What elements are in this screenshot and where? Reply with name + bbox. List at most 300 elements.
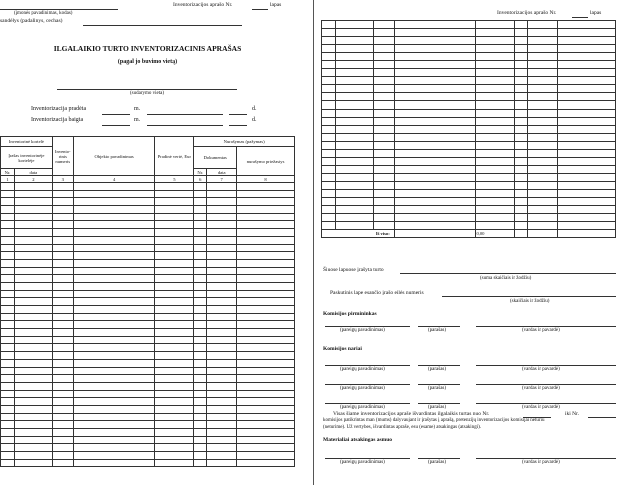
table-cell[interactable] <box>155 344 194 352</box>
table-cell[interactable] <box>237 352 295 360</box>
table-cell[interactable] <box>52 459 73 467</box>
table-cell[interactable] <box>194 244 207 252</box>
table-cell[interactable] <box>335 109 373 117</box>
table-cell[interactable] <box>194 444 207 452</box>
table-cell[interactable] <box>515 157 528 165</box>
table-cell[interactable] <box>207 429 237 437</box>
table-cell[interactable] <box>528 61 558 69</box>
table-cell[interactable] <box>1 290 15 298</box>
table-cell[interactable] <box>194 367 207 375</box>
table-cell[interactable] <box>1 244 15 252</box>
table-cell[interactable] <box>528 214 558 222</box>
table-cell[interactable] <box>194 259 207 267</box>
table-cell[interactable] <box>194 213 207 221</box>
table-cell[interactable] <box>528 101 558 109</box>
finished-day-line[interactable] <box>229 125 247 126</box>
table-cell[interactable] <box>515 109 528 117</box>
table-cell[interactable] <box>558 21 616 29</box>
table-cell[interactable] <box>52 444 73 452</box>
table-cell[interactable] <box>237 367 295 375</box>
table-cell[interactable] <box>207 306 237 314</box>
table-cell[interactable] <box>155 259 194 267</box>
table-cell[interactable] <box>73 282 155 290</box>
table-cell[interactable] <box>155 298 194 306</box>
table-cell[interactable] <box>155 221 194 229</box>
table-cell[interactable] <box>373 206 394 214</box>
table-cell[interactable] <box>476 45 515 53</box>
table-cell[interactable] <box>194 190 207 198</box>
table-cell[interactable] <box>194 359 207 367</box>
table-cell[interactable] <box>207 267 237 275</box>
table-cell[interactable] <box>52 390 73 398</box>
table-cell[interactable] <box>373 37 394 45</box>
table-cell[interactable] <box>528 222 558 230</box>
table-cell[interactable] <box>476 165 515 173</box>
table-cell[interactable] <box>194 390 207 398</box>
table-cell[interactable] <box>1 436 15 444</box>
table-cell[interactable] <box>73 275 155 283</box>
table-cell[interactable] <box>335 222 373 230</box>
table-cell[interactable] <box>155 375 194 383</box>
table-cell[interactable] <box>322 198 336 206</box>
table-cell[interactable] <box>207 313 237 321</box>
table-cell[interactable] <box>194 198 207 206</box>
table-cell[interactable] <box>207 413 237 421</box>
table-cell[interactable] <box>52 236 73 244</box>
table-cell[interactable] <box>528 29 558 37</box>
table-cell[interactable] <box>558 101 616 109</box>
table-cell[interactable] <box>528 45 558 53</box>
table-cell[interactable] <box>14 444 52 452</box>
table-cell[interactable] <box>1 398 15 406</box>
table-cell[interactable] <box>322 157 336 165</box>
table-cell[interactable] <box>14 367 52 375</box>
table-cell[interactable] <box>73 213 155 221</box>
table-cell[interactable] <box>207 213 237 221</box>
table-cell[interactable] <box>1 336 15 344</box>
table-cell[interactable] <box>52 259 73 267</box>
table-cell[interactable] <box>335 173 373 181</box>
table-cell[interactable] <box>322 133 336 141</box>
table-cell[interactable] <box>207 252 237 260</box>
table-cell[interactable] <box>73 236 155 244</box>
table-cell[interactable] <box>373 165 394 173</box>
table-cell[interactable] <box>237 429 295 437</box>
table-cell[interactable] <box>194 298 207 306</box>
table-cell[interactable] <box>394 109 476 117</box>
table-cell[interactable] <box>73 321 155 329</box>
table-cell[interactable] <box>558 206 616 214</box>
table-cell[interactable] <box>194 275 207 283</box>
table-cell[interactable] <box>373 181 394 189</box>
table-cell[interactable] <box>528 85 558 93</box>
table-cell[interactable] <box>476 37 515 45</box>
table-cell[interactable] <box>528 37 558 45</box>
table-cell[interactable] <box>73 429 155 437</box>
table-cell[interactable] <box>14 375 52 383</box>
table-cell[interactable] <box>73 390 155 398</box>
table-cell[interactable] <box>476 93 515 101</box>
table-cell[interactable] <box>558 222 616 230</box>
table-cell[interactable] <box>322 214 336 222</box>
table-cell[interactable] <box>73 452 155 460</box>
table-cell[interactable] <box>73 459 155 467</box>
table-cell[interactable] <box>558 109 616 117</box>
table-cell[interactable] <box>558 165 616 173</box>
table-cell[interactable] <box>155 398 194 406</box>
table-cell[interactable] <box>335 45 373 53</box>
table-cell[interactable] <box>1 329 15 337</box>
finished-year-line[interactable] <box>102 125 130 126</box>
table-cell[interactable] <box>207 344 237 352</box>
table-cell[interactable] <box>476 198 515 206</box>
table-cell[interactable] <box>155 336 194 344</box>
table-cell[interactable] <box>73 290 155 298</box>
table-cell[interactable] <box>155 206 194 214</box>
table-cell[interactable] <box>373 77 394 85</box>
table-cell[interactable] <box>394 101 476 109</box>
table-cell[interactable] <box>237 359 295 367</box>
table-cell[interactable] <box>155 405 194 413</box>
table-cell[interactable] <box>155 444 194 452</box>
table-cell[interactable] <box>194 183 207 191</box>
table-cell[interactable] <box>155 436 194 444</box>
table-cell[interactable] <box>207 375 237 383</box>
table-cell[interactable] <box>237 259 295 267</box>
table-cell[interactable] <box>194 236 207 244</box>
table-cell[interactable] <box>335 93 373 101</box>
table-cell[interactable] <box>52 375 73 383</box>
table-cell[interactable] <box>52 290 73 298</box>
table-cell[interactable] <box>52 190 73 198</box>
table-cell[interactable] <box>476 69 515 77</box>
table-cell[interactable] <box>1 313 15 321</box>
table-cell[interactable] <box>73 398 155 406</box>
table-cell[interactable] <box>558 29 616 37</box>
table-cell[interactable] <box>1 459 15 467</box>
member1-signature-line[interactable] <box>418 365 460 366</box>
table-cell[interactable] <box>52 421 73 429</box>
table-cell[interactable] <box>515 117 528 125</box>
table-cell[interactable] <box>194 398 207 406</box>
table-cell[interactable] <box>73 344 155 352</box>
table-cell[interactable] <box>373 117 394 125</box>
table-cell[interactable] <box>322 29 336 37</box>
table-cell[interactable] <box>237 452 295 460</box>
table-cell[interactable] <box>1 275 15 283</box>
table-cell[interactable] <box>14 252 52 260</box>
table-cell[interactable] <box>194 252 207 260</box>
table-cell[interactable] <box>14 359 52 367</box>
table-cell[interactable] <box>207 183 237 191</box>
table-cell[interactable] <box>14 329 52 337</box>
table-cell[interactable] <box>476 222 515 230</box>
table-cell[interactable] <box>322 189 336 197</box>
table-cell[interactable] <box>322 53 336 61</box>
table-cell[interactable] <box>515 37 528 45</box>
table-cell[interactable] <box>155 282 194 290</box>
table-cell[interactable] <box>335 181 373 189</box>
table-cell[interactable] <box>476 77 515 85</box>
table-cell[interactable] <box>1 206 15 214</box>
table-cell[interactable] <box>394 181 476 189</box>
table-cell[interactable] <box>73 206 155 214</box>
table-cell[interactable] <box>1 444 15 452</box>
table-cell[interactable] <box>1 452 15 460</box>
table-cell[interactable] <box>335 189 373 197</box>
table-cell[interactable] <box>394 117 476 125</box>
table-cell[interactable] <box>558 173 616 181</box>
table-cell[interactable] <box>528 157 558 165</box>
table-cell[interactable] <box>14 306 52 314</box>
table-cell[interactable] <box>1 429 15 437</box>
table-cell[interactable] <box>207 244 237 252</box>
table-cell[interactable] <box>515 189 528 197</box>
table-cell[interactable] <box>558 125 616 133</box>
table-cell[interactable] <box>237 313 295 321</box>
table-cell[interactable] <box>194 429 207 437</box>
table-cell[interactable] <box>155 183 194 191</box>
table-cell[interactable] <box>528 189 558 197</box>
table-cell[interactable] <box>476 29 515 37</box>
table-cell[interactable] <box>52 183 73 191</box>
table-cell[interactable] <box>155 321 194 329</box>
table-cell[interactable] <box>476 109 515 117</box>
table-cell[interactable] <box>335 101 373 109</box>
table-cell[interactable] <box>14 298 52 306</box>
table-cell[interactable] <box>558 157 616 165</box>
table-cell[interactable] <box>73 221 155 229</box>
member3-signature-line[interactable] <box>418 403 460 404</box>
table-cell[interactable] <box>558 214 616 222</box>
table-cell[interactable] <box>558 149 616 157</box>
table-cell[interactable] <box>528 53 558 61</box>
table-cell[interactable] <box>515 101 528 109</box>
table-cell[interactable] <box>373 61 394 69</box>
table-cell[interactable] <box>476 206 515 214</box>
table-cell[interactable] <box>394 206 476 214</box>
table-cell[interactable] <box>322 21 336 29</box>
table-cell[interactable] <box>237 229 295 237</box>
table-cell[interactable] <box>237 290 295 298</box>
table-cell[interactable] <box>476 101 515 109</box>
table-cell[interactable] <box>155 452 194 460</box>
table-cell[interactable] <box>194 329 207 337</box>
table-cell[interactable] <box>14 213 52 221</box>
table-cell[interactable] <box>322 85 336 93</box>
table-cell[interactable] <box>558 45 616 53</box>
table-cell[interactable] <box>52 313 73 321</box>
table-cell[interactable] <box>528 117 558 125</box>
table-cell[interactable] <box>1 421 15 429</box>
table-cell[interactable] <box>14 236 52 244</box>
table-cell[interactable] <box>237 236 295 244</box>
table-cell[interactable] <box>558 93 616 101</box>
table-cell[interactable] <box>73 336 155 344</box>
table-cell[interactable] <box>194 421 207 429</box>
table-cell[interactable] <box>155 329 194 337</box>
table-cell[interactable] <box>73 382 155 390</box>
table-cell[interactable] <box>558 61 616 69</box>
table-cell[interactable] <box>207 236 237 244</box>
table-cell[interactable] <box>14 336 52 344</box>
table-cell[interactable] <box>373 29 394 37</box>
table-cell[interactable] <box>237 436 295 444</box>
table-cell[interactable] <box>1 267 15 275</box>
table-cell[interactable] <box>73 359 155 367</box>
table-cell[interactable] <box>237 206 295 214</box>
table-cell[interactable] <box>1 198 15 206</box>
started-month-line[interactable] <box>147 114 223 115</box>
table-cell[interactable] <box>515 53 528 61</box>
table-cell[interactable] <box>394 77 476 85</box>
table-cell[interactable] <box>515 93 528 101</box>
table-cell[interactable] <box>476 181 515 189</box>
started-year-line[interactable] <box>102 114 130 115</box>
table-cell[interactable] <box>14 405 52 413</box>
table-cell[interactable] <box>528 149 558 157</box>
table-cell[interactable] <box>155 267 194 275</box>
table-cell[interactable] <box>207 398 237 406</box>
table-cell[interactable] <box>52 429 73 437</box>
table-cell[interactable] <box>335 29 373 37</box>
table-cell[interactable] <box>237 375 295 383</box>
table-cell[interactable] <box>237 183 295 191</box>
table-cell[interactable] <box>52 336 73 344</box>
table-cell[interactable] <box>1 382 15 390</box>
table-cell[interactable] <box>515 69 528 77</box>
chair-signature-line[interactable] <box>418 326 460 327</box>
table-cell[interactable] <box>207 229 237 237</box>
table-cell[interactable] <box>237 244 295 252</box>
table-cell[interactable] <box>476 117 515 125</box>
table-cell[interactable] <box>1 390 15 398</box>
table-cell[interactable] <box>155 275 194 283</box>
table-cell[interactable] <box>207 275 237 283</box>
table-cell[interactable] <box>207 352 237 360</box>
table-cell[interactable] <box>14 282 52 290</box>
table-cell[interactable] <box>52 452 73 460</box>
table-cell[interactable] <box>515 141 528 149</box>
table-cell[interactable] <box>335 157 373 165</box>
table-cell[interactable] <box>73 313 155 321</box>
table-cell[interactable] <box>1 359 15 367</box>
table-cell[interactable] <box>194 221 207 229</box>
table-cell[interactable] <box>515 165 528 173</box>
table-cell[interactable] <box>52 306 73 314</box>
table-cell[interactable] <box>207 290 237 298</box>
member3-name-line[interactable] <box>476 403 616 404</box>
table-cell[interactable] <box>73 298 155 306</box>
table-cell[interactable] <box>194 352 207 360</box>
table-cell[interactable] <box>52 352 73 360</box>
table-cell[interactable] <box>515 198 528 206</box>
table-cell[interactable] <box>1 229 15 237</box>
table-cell[interactable] <box>155 306 194 314</box>
table-cell[interactable] <box>14 229 52 237</box>
table-cell[interactable] <box>194 336 207 344</box>
table-cell[interactable] <box>237 421 295 429</box>
table-cell[interactable] <box>155 252 194 260</box>
table-cell[interactable] <box>322 141 336 149</box>
table-cell[interactable] <box>194 452 207 460</box>
table-cell[interactable] <box>322 206 336 214</box>
table-cell[interactable] <box>558 133 616 141</box>
table-cell[interactable] <box>155 190 194 198</box>
table-cell[interactable] <box>528 93 558 101</box>
table-cell[interactable] <box>155 244 194 252</box>
table-cell[interactable] <box>207 405 237 413</box>
table-cell[interactable] <box>528 181 558 189</box>
table-cell[interactable] <box>237 221 295 229</box>
table-cell[interactable] <box>237 336 295 344</box>
table-cell[interactable] <box>14 452 52 460</box>
table-cell[interactable] <box>207 321 237 329</box>
table-cell[interactable] <box>14 221 52 229</box>
table-cell[interactable] <box>373 133 394 141</box>
table-cell[interactable] <box>1 259 15 267</box>
table-cell[interactable] <box>207 359 237 367</box>
table-cell[interactable] <box>322 165 336 173</box>
table-cell[interactable] <box>194 413 207 421</box>
table-cell[interactable] <box>237 298 295 306</box>
chair-position-line[interactable] <box>325 326 410 327</box>
table-cell[interactable] <box>207 190 237 198</box>
table-cell[interactable] <box>322 101 336 109</box>
statement-to-line[interactable] <box>588 417 616 418</box>
table-cell[interactable] <box>207 282 237 290</box>
table-cell[interactable] <box>373 222 394 230</box>
table-cell[interactable] <box>237 213 295 221</box>
table-cell[interactable] <box>14 459 52 467</box>
table-cell[interactable] <box>1 352 15 360</box>
table-cell[interactable] <box>373 85 394 93</box>
table-cell[interactable] <box>52 244 73 252</box>
table-cell[interactable] <box>52 329 73 337</box>
table-cell[interactable] <box>558 117 616 125</box>
table-cell[interactable] <box>155 229 194 237</box>
table-cell[interactable] <box>155 213 194 221</box>
table-cell[interactable] <box>207 298 237 306</box>
table-cell[interactable] <box>558 181 616 189</box>
table-cell[interactable] <box>237 405 295 413</box>
table-cell[interactable] <box>155 352 194 360</box>
table-cell[interactable] <box>155 313 194 321</box>
table-cell[interactable] <box>476 21 515 29</box>
table-cell[interactable] <box>394 141 476 149</box>
table-cell[interactable] <box>14 390 52 398</box>
table-cell[interactable] <box>73 306 155 314</box>
table-cell[interactable] <box>373 101 394 109</box>
table-cell[interactable] <box>14 382 52 390</box>
table-cell[interactable] <box>14 259 52 267</box>
table-cell[interactable] <box>52 321 73 329</box>
table-cell[interactable] <box>207 421 237 429</box>
table-cell[interactable] <box>394 125 476 133</box>
table-cell[interactable] <box>335 214 373 222</box>
table-cell[interactable] <box>1 306 15 314</box>
table-cell[interactable] <box>207 259 237 267</box>
table-cell[interactable] <box>207 221 237 229</box>
table-cell[interactable] <box>528 125 558 133</box>
table-cell[interactable] <box>322 149 336 157</box>
table-cell[interactable] <box>373 214 394 222</box>
table-cell[interactable] <box>515 77 528 85</box>
table-cell[interactable] <box>335 141 373 149</box>
table-cell[interactable] <box>515 173 528 181</box>
table-cell[interactable] <box>335 133 373 141</box>
table-cell[interactable] <box>155 421 194 429</box>
